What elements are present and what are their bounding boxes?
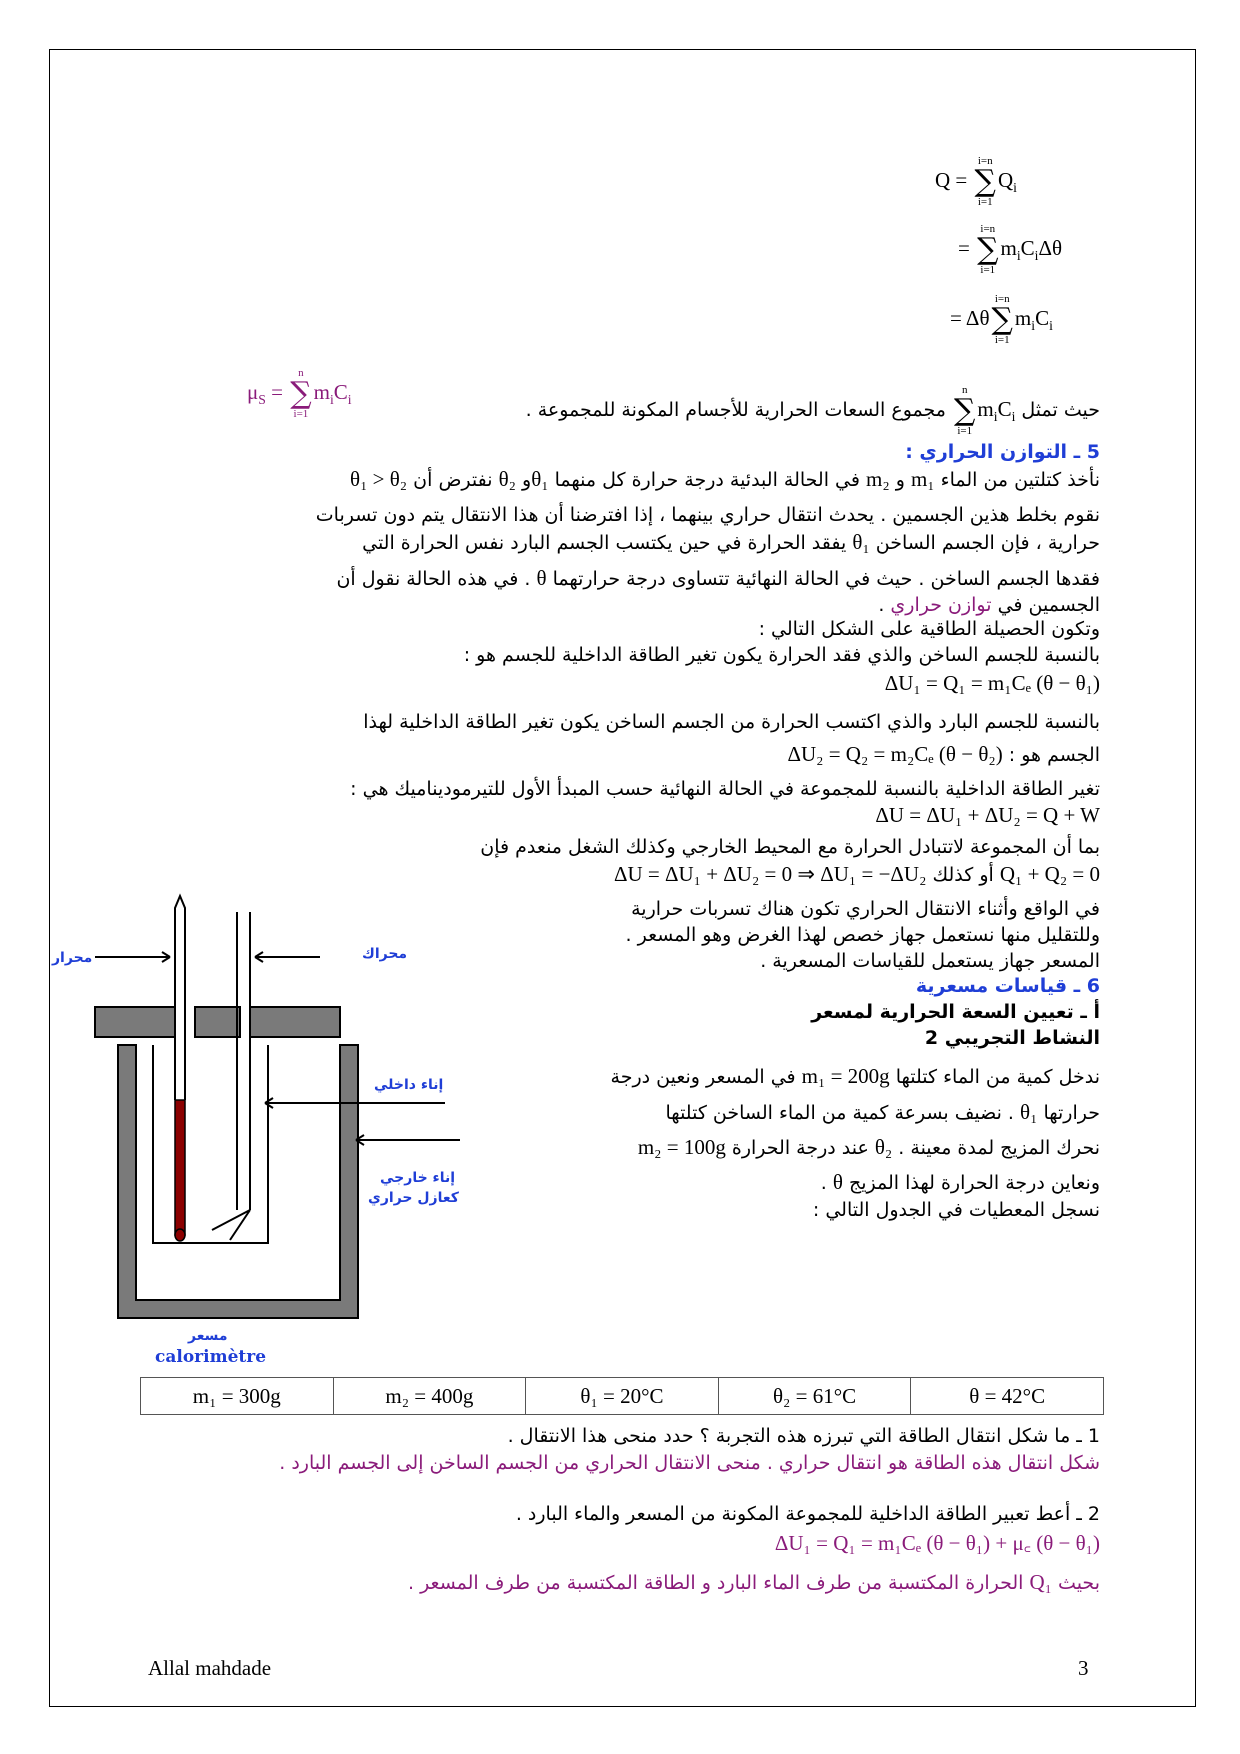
para-line-14: المسعر جهاز يستعمل للقياسات المسعرية . [760, 950, 1100, 972]
para-line-3: حرارية ، فإن الجسم الساخن θ₁ يفقد الحرارة في حين يكتسب الجسم البارد نفس الحرارة التي [362, 530, 1100, 554]
label-calorimeter-ar: مسعر [188, 1328, 228, 1344]
activity-title: النشاط التجريبي 2 [924, 1027, 1100, 1049]
activity-line-3: m₂ = 100g عند درجة الحرارة θ₂ . نحرك المزيج لمدة معينة [637, 1135, 1100, 1159]
question-1: 1 ـ ما شكل انتقال الطاقة التي تبرزه هذه التجربة ؟ حدد منحى هذا الانتقال . [507, 1425, 1100, 1447]
thermometer-tube [175, 896, 185, 1100]
para-line-12: في الواقع وأثناء الانتقال الحراري تكون هناك تسربات حرارية [631, 898, 1100, 920]
activity-line-1: ندخل كمية من الماء كتلتها m₁ = 200g في المسعر ونعين درجة [610, 1064, 1100, 1088]
label-outer-vessel-2: كعازل حراري [368, 1190, 459, 1206]
formula-mu-s: $\mu_S$ = n ∑ i=1 $m_iC_i$ [247, 367, 352, 420]
formula-du1: ΔU₁ = Q₁ = m₁Cₑ (θ − θ₁) [884, 671, 1100, 695]
para-line-9: الجسم هو : ΔU₂ = Q₂ = m₂Cₑ (θ − θ₂) [787, 742, 1100, 766]
para-line-1: نأخذ كتلتين من الماء m₁ و m₂ في الحالة البدئية درجة حرارة كل منهما θ₁و θ₂ نفترض أن θ₁ > θ₂ [350, 467, 1100, 491]
table-cell-m2: m₂ = 400g [333, 1378, 526, 1415]
mu-definition-line: حيث تمثل n ∑ i=1 $m_iC_i$ مجموع السعات الحرارية للأجسام المكونة للمجموعة . [525, 384, 1100, 437]
para-line-4: فقدها الجسم الساخن . حيث في الحالة النهائية تتساوى درجة حرارتهما θ . في هذه الحالة نقول أن [336, 566, 1100, 590]
label-thermometer: محرار [52, 950, 93, 966]
para-line-11: بما أن المجموعة لاتتبادل الحرارة مع المحيط الخارجي وكذلك الشغل منعدم فإن [480, 836, 1100, 858]
thermometer-mercury [175, 1100, 185, 1235]
table-cell-m1: m₁ = 300g [141, 1378, 334, 1415]
table-cell-theta2: θ₂ = 61°C [718, 1378, 911, 1415]
measurements-table [140, 1377, 1104, 1415]
activity-line-5: نسجل المعطيات في الجدول التالي : [812, 1199, 1100, 1221]
para-line-6: وتكون الحصيلة الطاقية على الشكل التالي : [758, 618, 1100, 640]
answer-1: شكل انتقال هذه الطاقة هو انتقال حراري . منحى الانتقال الحراري من الجسم الساخن إلى الجسم البارد . [279, 1452, 1100, 1474]
question-2: 2 ـ أعط تعبير الطاقة الداخلية للمجموعة المكونة من المسعر والماء البارد . [515, 1503, 1100, 1525]
para-line-7: بالنسبة للجسم الساخن والذي فقد الحرارة يكون تغير الطاقة الداخلية للجسم هو : [463, 644, 1100, 666]
table-cell-theta: θ = 42°C [911, 1378, 1104, 1415]
section-5-title: 5 ـ التوازن الحراري : [905, 441, 1100, 463]
subsection-a-title: أ ـ تعيين السعة الحرارية لمسعر [811, 1001, 1100, 1023]
para-line-2: نقوم بخلط هذين الجسمين . يحدث انتقال حراري بينهما ، إذا افترضنا أن هذا الانتقال يتم دون تسربات [315, 504, 1100, 526]
para-line-11b: ΔU = ΔU₁ + ΔU₂ = 0 ⇒ ΔU₁ = −ΔU₂ أو كذلك Q₁ + Q₂ = 0 [613, 862, 1100, 886]
formula-dt-sum-mc: = Δθ i=n ∑ i=1 $m_iC_i$ [950, 293, 1053, 346]
label-stirrer: محراك [362, 946, 408, 962]
answer-2: بحيث Q₁ الحرارة المكتسبة من طرف الماء البارد و الطاقة المكتسبة من طرف المسعر . [407, 1570, 1100, 1594]
table-row [141, 1378, 1104, 1415]
lid-right [250, 1007, 340, 1037]
para-line-10: تغير الطاقة الداخلية بالنسبة للمجموعة في الحالة النهائية حسب المبدأ الأول للتيرموديناميك هي : [350, 778, 1100, 800]
formula-answer-2: ΔU₁ = Q₁ = m₁Cₑ (θ − θ₁) + μ꜀ (θ − θ₁) [774, 1531, 1100, 1555]
para-line-13: وللتقليل منها نستعمل جهاز خصص لهذا الغرض وهو المسعر . [625, 924, 1100, 946]
label-calorimeter-fr: calorimètre [155, 1347, 267, 1367]
section-6-title: 6 ـ قياسات مسعرية [915, 975, 1100, 997]
label-inner-vessel: إناء داخلي [374, 1077, 444, 1093]
para-line-5: الجسمين في توازن حراري . [878, 594, 1100, 616]
footer-author: Allal mahdade [148, 1656, 272, 1680]
lid-left [95, 1007, 185, 1037]
footer-page-number: 3 [1078, 1656, 1089, 1680]
table-cell-theta1: θ₁ = 20°C [526, 1378, 719, 1415]
formula-q-sum: Q = i=n ∑ i=1 $Q_i$ [935, 155, 1017, 208]
activity-line-2: حرارتها θ₁ . نضيف بسرعة كمية من الماء الساخن كتلتها [665, 1100, 1100, 1124]
formula-sum-mc-dt: = i=n ∑ i=1 $m_iC_i\Delta\theta$ [958, 223, 1063, 276]
label-outer-vessel-1: إناء خارجي [380, 1170, 456, 1186]
para-line-8: بالنسبة للجسم البارد والذي اكتسب الحرارة من الجسم الساخن يكون تغير الطاقة الداخلية لهذا [363, 711, 1100, 733]
activity-line-4: ونعاين درجة الحرارة لهذا المزيج θ . [820, 1170, 1100, 1194]
formula-du-total: ΔU = ΔU₁ + ΔU₂ = Q + W [875, 803, 1100, 827]
lid-middle [195, 1007, 240, 1037]
